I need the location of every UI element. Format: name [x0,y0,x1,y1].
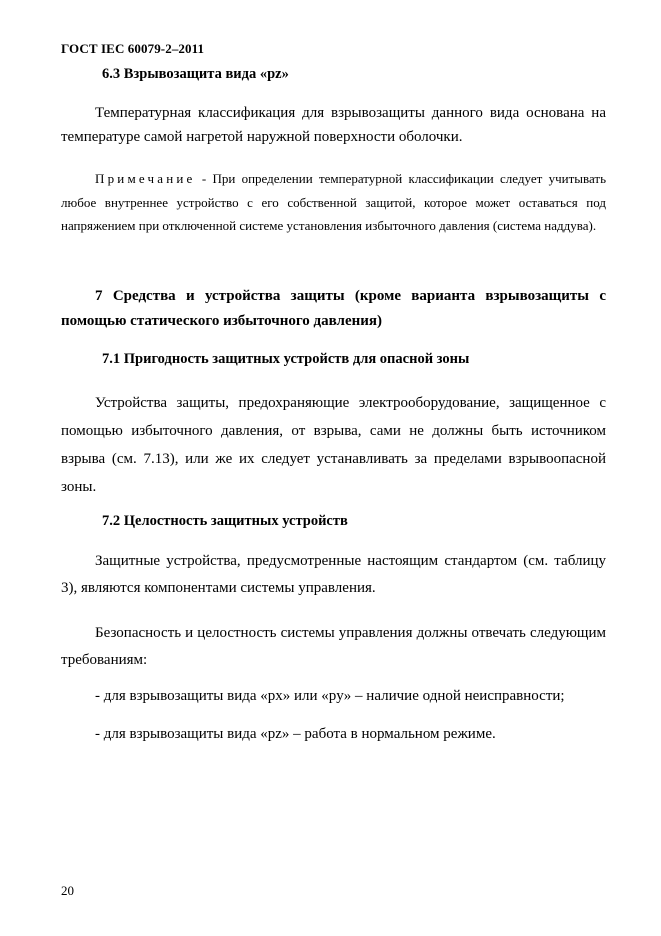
list-item: - для взрывозащиты вида «pz» – работа в нормальном режиме. [95,726,496,742]
section-6-3-paragraph: Температурная классификация для взрывозащиты данного вида основана на температуре самой нагретой наружной поверхности оболочки. [61,105,606,145]
section-7-title: 7 Средства и устройства защиты (кроме варианта взрывозащиты с помощью статического избыточного давления) [61,288,606,329]
note-label: Примечание [95,171,196,186]
section-7-2-paragraph-2: Безопасность и целостность системы управления должны отвечать следующим требованиям: [61,625,606,668]
page-number: 20 [61,883,74,898]
note-text: - При определении температурной классификации следует учитывать любое внутреннее устройство с его собственной защитой, которое может оставаться под напряжением при отключенной системе установления избыточного давления (система наддува). [61,171,606,233]
section-7-2-title: 7.2 Целостность защитных устройств [102,513,348,529]
section-6-3-note [61,167,606,238]
section-6-3-title: 6.3 Взрывозащита вида «pz» [102,66,289,82]
section-7-1-title: 7.1 Пригодность защитных устройств для опасной зоны [102,351,470,367]
document-header: ГОСТ IEC 60079-2–2011 [61,41,205,56]
section-7-1-paragraph: Устройства защиты, предохраняющие электрооборудование, защищенное с помощью избыточного давления, от взрыва, сами не должны быть источником взрыва (см. 7.13), или же их следует устанавливать за пределами взрывоопасной зоны. [61,395,606,495]
list-item: - для взрывозащиты вида «px» или «py» – наличие одной неисправности; [95,688,565,704]
section-7-2-paragraph-1: Защитные устройства, предусмотренные настоящим стандартом (см. таблицу 3), являются компонентами системы управления. [61,553,606,596]
